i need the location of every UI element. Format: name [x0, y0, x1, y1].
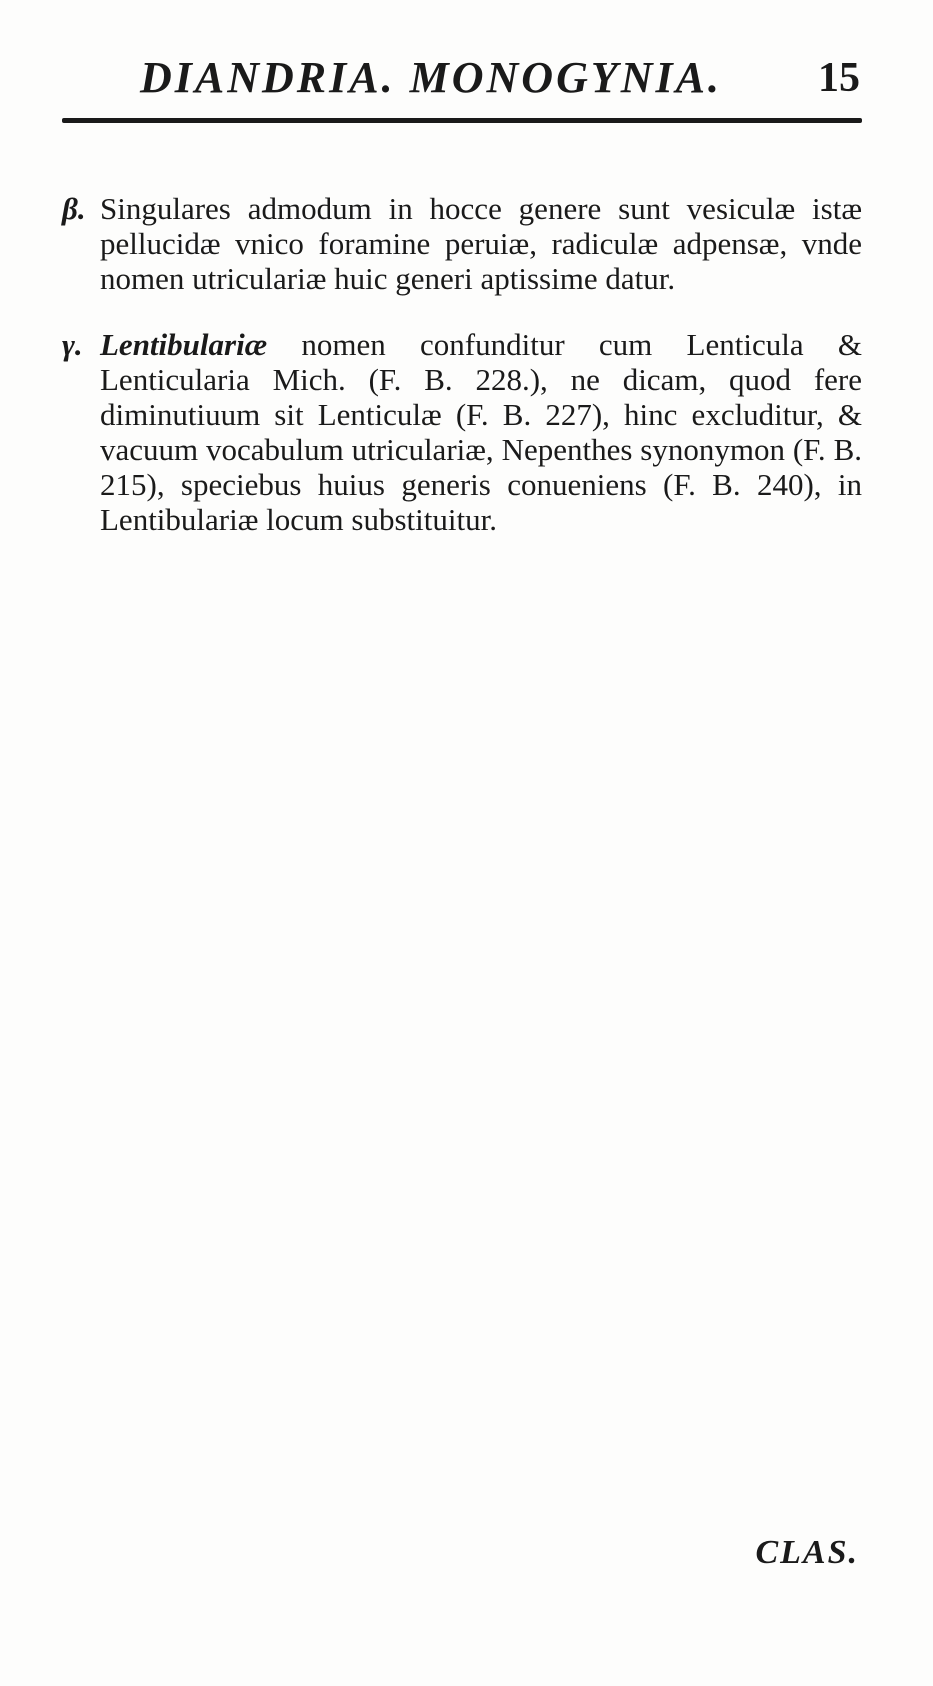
running-title: DIANDRIA. MONOGYNIA. — [140, 53, 722, 102]
note-marker-gamma: γ. — [62, 327, 83, 362]
note-text-gamma: nomen confunditur cum Lenticula & Lenticularia Mich. (F. B. 228.), ne dicam, quod fere diminutiuum sit Lenticulæ (F. B. 227), hinc excluditur, & vacuum vocabulum utriculariæ, Nepenthes synonymon (F. B. 215), speciebus huius generis conueniens (F. B. 240), in Lentibulariæ locum substituitur. — [100, 327, 862, 537]
header-rule — [62, 118, 862, 123]
catchword: CLAS. — [755, 1534, 859, 1571]
note-beta — [62, 191, 862, 296]
note-text-beta: Singulares admodum in hocce genere sunt vesiculæ istæ pellucidæ vnico foramine peruiæ, radiculæ adpensæ, vnde nomen utriculariæ huic generi aptissime datur. — [100, 191, 862, 296]
note-marker-beta: β. — [62, 191, 86, 226]
page-number: 15 — [818, 55, 860, 101]
note-gamma — [62, 327, 862, 537]
running-header — [140, 52, 860, 112]
note-term-lentibulariae: Lentibulariæ — [100, 327, 268, 362]
notes-section — [62, 160, 862, 537]
